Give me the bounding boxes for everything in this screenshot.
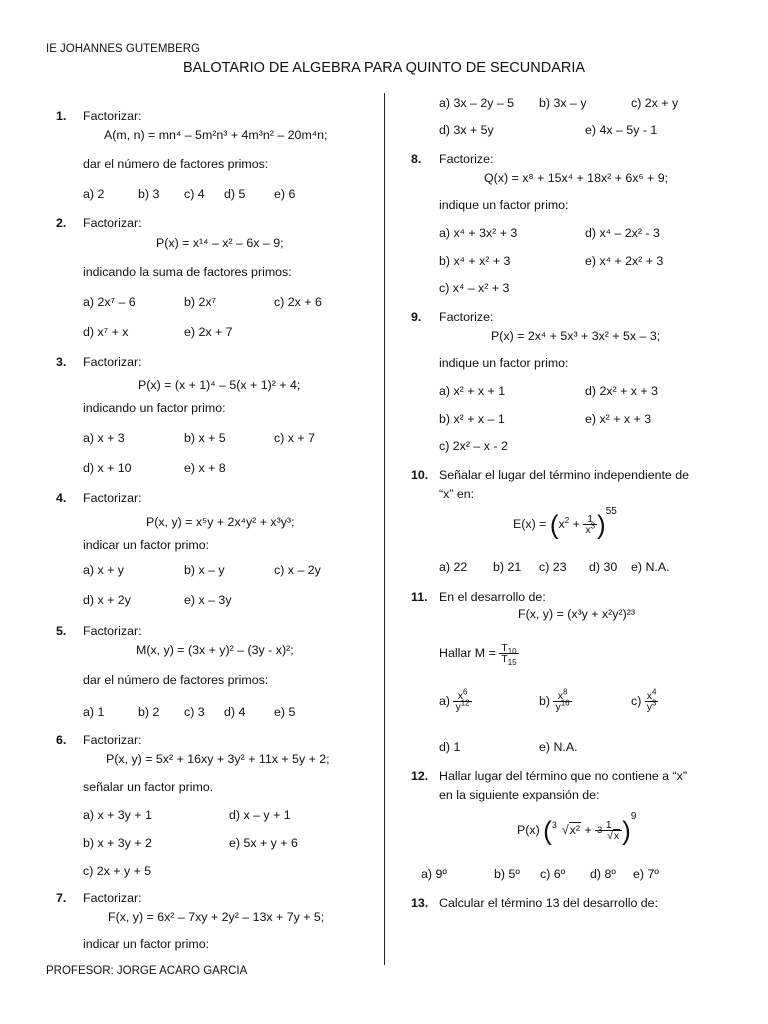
option-b: b) x² + x – 1 <box>439 412 505 426</box>
fraction-numerator: $T_{10}$ <box>501 641 517 656</box>
option-c: c) 23 <box>539 560 567 574</box>
problem-number: 12. <box>411 769 429 783</box>
term-exponent: 2 <box>564 515 570 525</box>
option-d: d) x⁴ – 2x² - 3 <box>585 226 660 240</box>
option-e: e) 6 <box>274 187 296 201</box>
problem-instruction: indicando la suma de factores primos: <box>83 265 292 279</box>
option-a: a) 22 <box>439 560 468 574</box>
option-d: d) 2x² + x + 3 <box>585 384 659 398</box>
option-d: d) x – y + 1 <box>229 808 291 822</box>
problem-instruction: indique un factor primo: <box>439 356 569 370</box>
option-c: c) x – 2y <box>274 563 321 577</box>
option-c-fraction: $\frac{x^4}{y^3}$ <box>646 687 657 714</box>
option-e: e) N.A. <box>539 740 578 754</box>
option-b: b) 5º <box>494 867 520 881</box>
problem-prompt: Factorizar: <box>83 491 142 505</box>
option-c: c) 2x + y + 5 <box>83 864 152 878</box>
option-e: e) 5x + y + 6 <box>229 836 298 850</box>
cube-root: 3 √x² <box>551 820 580 837</box>
teacher-name: PROFESOR: JORGE ACARO GARCIA <box>46 965 248 977</box>
term-ratio-fraction <box>499 641 518 668</box>
outer-exponent: 9 <box>630 810 637 822</box>
problem-number: 8. <box>411 152 422 166</box>
problem-number: 9. <box>411 310 422 324</box>
problem-number: 11. <box>411 590 428 604</box>
fraction-numerator: 1 <box>595 820 622 832</box>
problem-prompt: Hallar lugar del término que no contiene a “x” <box>439 769 687 783</box>
option-b: b) x⁴ + x² + 3 <box>439 254 511 268</box>
binomial-expression <box>513 505 617 540</box>
option-e: e) x + 8 <box>184 461 226 475</box>
option-b: b) x – y <box>184 563 225 577</box>
problem-number: 13. <box>411 896 429 910</box>
option-a: a) x² + x + 1 <box>439 384 506 398</box>
problem-number: 5. <box>56 624 67 638</box>
option-a: a) 2x⁷ – 6 <box>83 295 136 309</box>
problem-number: 10. <box>411 468 429 482</box>
problem-number: 1. <box>56 109 67 123</box>
problem-expression: P(x, y) = x⁵y + 2x⁴y² + x³y³; <box>146 515 295 529</box>
problem-prompt-continued: “x” en: <box>439 487 475 501</box>
fraction-denominator: $T_{15}$ <box>501 653 517 668</box>
option-e: e) 2x + 7 <box>184 325 233 339</box>
option-d: d) 3x + 5y <box>439 123 494 137</box>
left-parenthesis: ( <box>543 815 552 846</box>
option-c: c) 2x² – x - 2 <box>439 439 508 453</box>
problem-prompt: Factorize: <box>439 152 494 166</box>
hallar-label: Hallar M = <box>439 646 496 660</box>
plus-sign: + <box>584 823 592 837</box>
problem-prompt-continued: en la siguiente expansión de: <box>439 788 600 802</box>
option-a: a) x + 3 <box>83 431 125 445</box>
problem-number: 7. <box>56 891 67 905</box>
option-c: c) 6º <box>540 867 566 881</box>
option-b: b) 2x⁷ <box>184 295 217 309</box>
term-x: x <box>558 517 565 531</box>
fraction <box>583 514 597 536</box>
option-a: a) 1 <box>83 705 105 719</box>
problem-prompt: Factorizar: <box>83 733 142 747</box>
option-b: b) x + 3y + 2 <box>83 836 152 850</box>
option-d: d) 30 <box>589 560 618 574</box>
option-a: a) 9º <box>421 867 447 881</box>
problem-number: 3. <box>56 355 67 369</box>
problem-expression: F(x, y) = (x³y + x²y²)²³ <box>518 607 636 621</box>
option-c: c) 2x + y <box>631 96 679 110</box>
problem-expression: P(x) = 2x⁴ + 5x³ + 3x² + 5x – 3; <box>491 329 661 343</box>
column-divider <box>384 93 385 965</box>
problem-expression: P(x) = x¹⁴ – x² – 6x – 9; <box>156 236 284 250</box>
radical-binomial-expression <box>517 812 636 848</box>
problem-prompt: Factorizar: <box>83 216 142 230</box>
problem-prompt: Factorizar: <box>83 109 142 123</box>
problem-instruction: dar el número de factores primos: <box>83 157 269 171</box>
left-parenthesis: ( <box>549 509 559 540</box>
option-e: e) 7º <box>633 867 659 881</box>
option-b: b) 3 <box>138 187 160 201</box>
option-b: b) 21 <box>493 560 522 574</box>
fraction-numerator: 1 <box>583 514 597 526</box>
option-d: d) x + 2y <box>83 593 131 607</box>
problem-instruction: indique un factor primo: <box>439 198 569 212</box>
option-e: e) x² + x + 3 <box>585 412 652 426</box>
option-a-fraction: $\frac{x^6}{y^{12}}$ <box>455 687 470 714</box>
option-b: b) $\frac{x^8}{y^{16}}$ <box>539 687 570 714</box>
option-d: d) x⁷ + x <box>83 325 129 339</box>
problem-number: 2. <box>56 216 67 230</box>
option-d: d) 8º <box>590 867 616 881</box>
option-d: d) x + 10 <box>83 461 132 475</box>
option-e: e) x – 3y <box>184 593 232 607</box>
cube-root: 3 √x <box>597 825 620 843</box>
option-c: c) 2x + 6 <box>274 295 322 309</box>
problem-instruction: dar el número de factores primos: <box>83 673 269 687</box>
problem-instruction: indicar un factor primo: <box>83 538 210 552</box>
right-parenthesis: ) <box>597 509 606 540</box>
problem-expression: F(x, y) = 6x² – 7xy + 2y² – 13x + 7y + 5; <box>108 910 325 924</box>
problem-prompt: Factorizar: <box>83 355 142 369</box>
option-a: a) $\frac{x^6}{y^{12}}$ <box>439 687 470 714</box>
problem-expression: A(m, n) = mn⁴ – 5m²n³ + 4m³n² – 20m⁴n; <box>104 128 328 142</box>
option-d: d) 4 <box>224 705 246 719</box>
option-b: b) x + 5 <box>184 431 226 445</box>
option-e: e) x⁴ + 2x² + 3 <box>585 254 664 268</box>
option-d: d) 1 <box>439 740 461 754</box>
expression-lhs: P(x) <box>517 823 540 837</box>
option-c: c) x⁴ – x² + 3 <box>439 281 510 295</box>
problem-instruction: indicando un factor primo: <box>83 401 226 415</box>
option-b: b) 3x – y <box>539 96 587 110</box>
problem-number: 4. <box>56 491 67 505</box>
worksheet-title: BALOTARIO DE ALGEBRA PARA QUINTO DE SECUNDARIA <box>182 60 586 76</box>
option-b: b) 2 <box>138 705 160 719</box>
option-c: c) 3 <box>184 705 205 719</box>
option-b-fraction: $\frac{x^8}{y^{16}}$ <box>555 687 570 714</box>
problem-prompt: Factorizar: <box>83 891 142 905</box>
option-c: c) $\frac{x^4}{y^3}$ <box>631 687 657 714</box>
option-d: d) 5 <box>224 187 246 201</box>
hallar-m <box>439 638 519 668</box>
problem-prompt: Calcular el término 13 del desarrollo de: <box>439 896 659 910</box>
fraction-denominator: $x^3$ <box>585 521 596 537</box>
problem-instruction: señalar un factor primo. <box>83 780 214 794</box>
problem-instruction: indicar un factor primo: <box>83 937 210 951</box>
problem-prompt: Factorizar: <box>83 624 142 638</box>
option-e: e) 5 <box>274 705 296 719</box>
option-e: e) 4x – 5y - 1 <box>585 123 658 137</box>
option-a: a) x + y <box>83 563 124 577</box>
plus-sign: + <box>572 517 580 531</box>
right-parenthesis: ) <box>622 815 631 846</box>
option-a: a) 2 <box>83 187 105 201</box>
problem-expression: P(x) = (x + 1)⁴ – 5(x + 1)² + 4; <box>138 378 301 392</box>
problem-prompt: Señalar el lugar del término independiente de <box>439 468 690 482</box>
problem-number: 6. <box>56 733 67 747</box>
option-a: a) x⁴ + 3x² + 3 <box>439 226 518 240</box>
problem-prompt: Factorize: <box>439 310 494 324</box>
problem-expression: M(x, y) = (3x + y)² – (3y - x)²; <box>136 643 294 657</box>
option-a: a) x + 3y + 1 <box>83 808 152 822</box>
problem-expression: P(x, y) = 5x² + 16xy + 3y² + 11x + 5y + 2; <box>106 752 330 766</box>
fraction <box>595 820 622 842</box>
option-e: e) N.A. <box>631 560 670 574</box>
outer-exponent: 55 <box>605 505 617 517</box>
expression-lhs: E(x) = <box>513 517 547 531</box>
option-c: c) x + 7 <box>274 431 315 445</box>
problem-expression: Q(x) = x⁸ + 15x⁴ + 18x² + 6x⁶ + 9; <box>484 171 669 185</box>
problem-prompt: En el desarrollo de: <box>439 590 546 604</box>
option-c: c) 4 <box>184 187 205 201</box>
school-name: IE JOHANNES GUTEMBERG <box>46 43 200 55</box>
option-a: a) 3x – 2y – 5 <box>439 96 515 110</box>
fraction-denominator <box>595 825 622 843</box>
